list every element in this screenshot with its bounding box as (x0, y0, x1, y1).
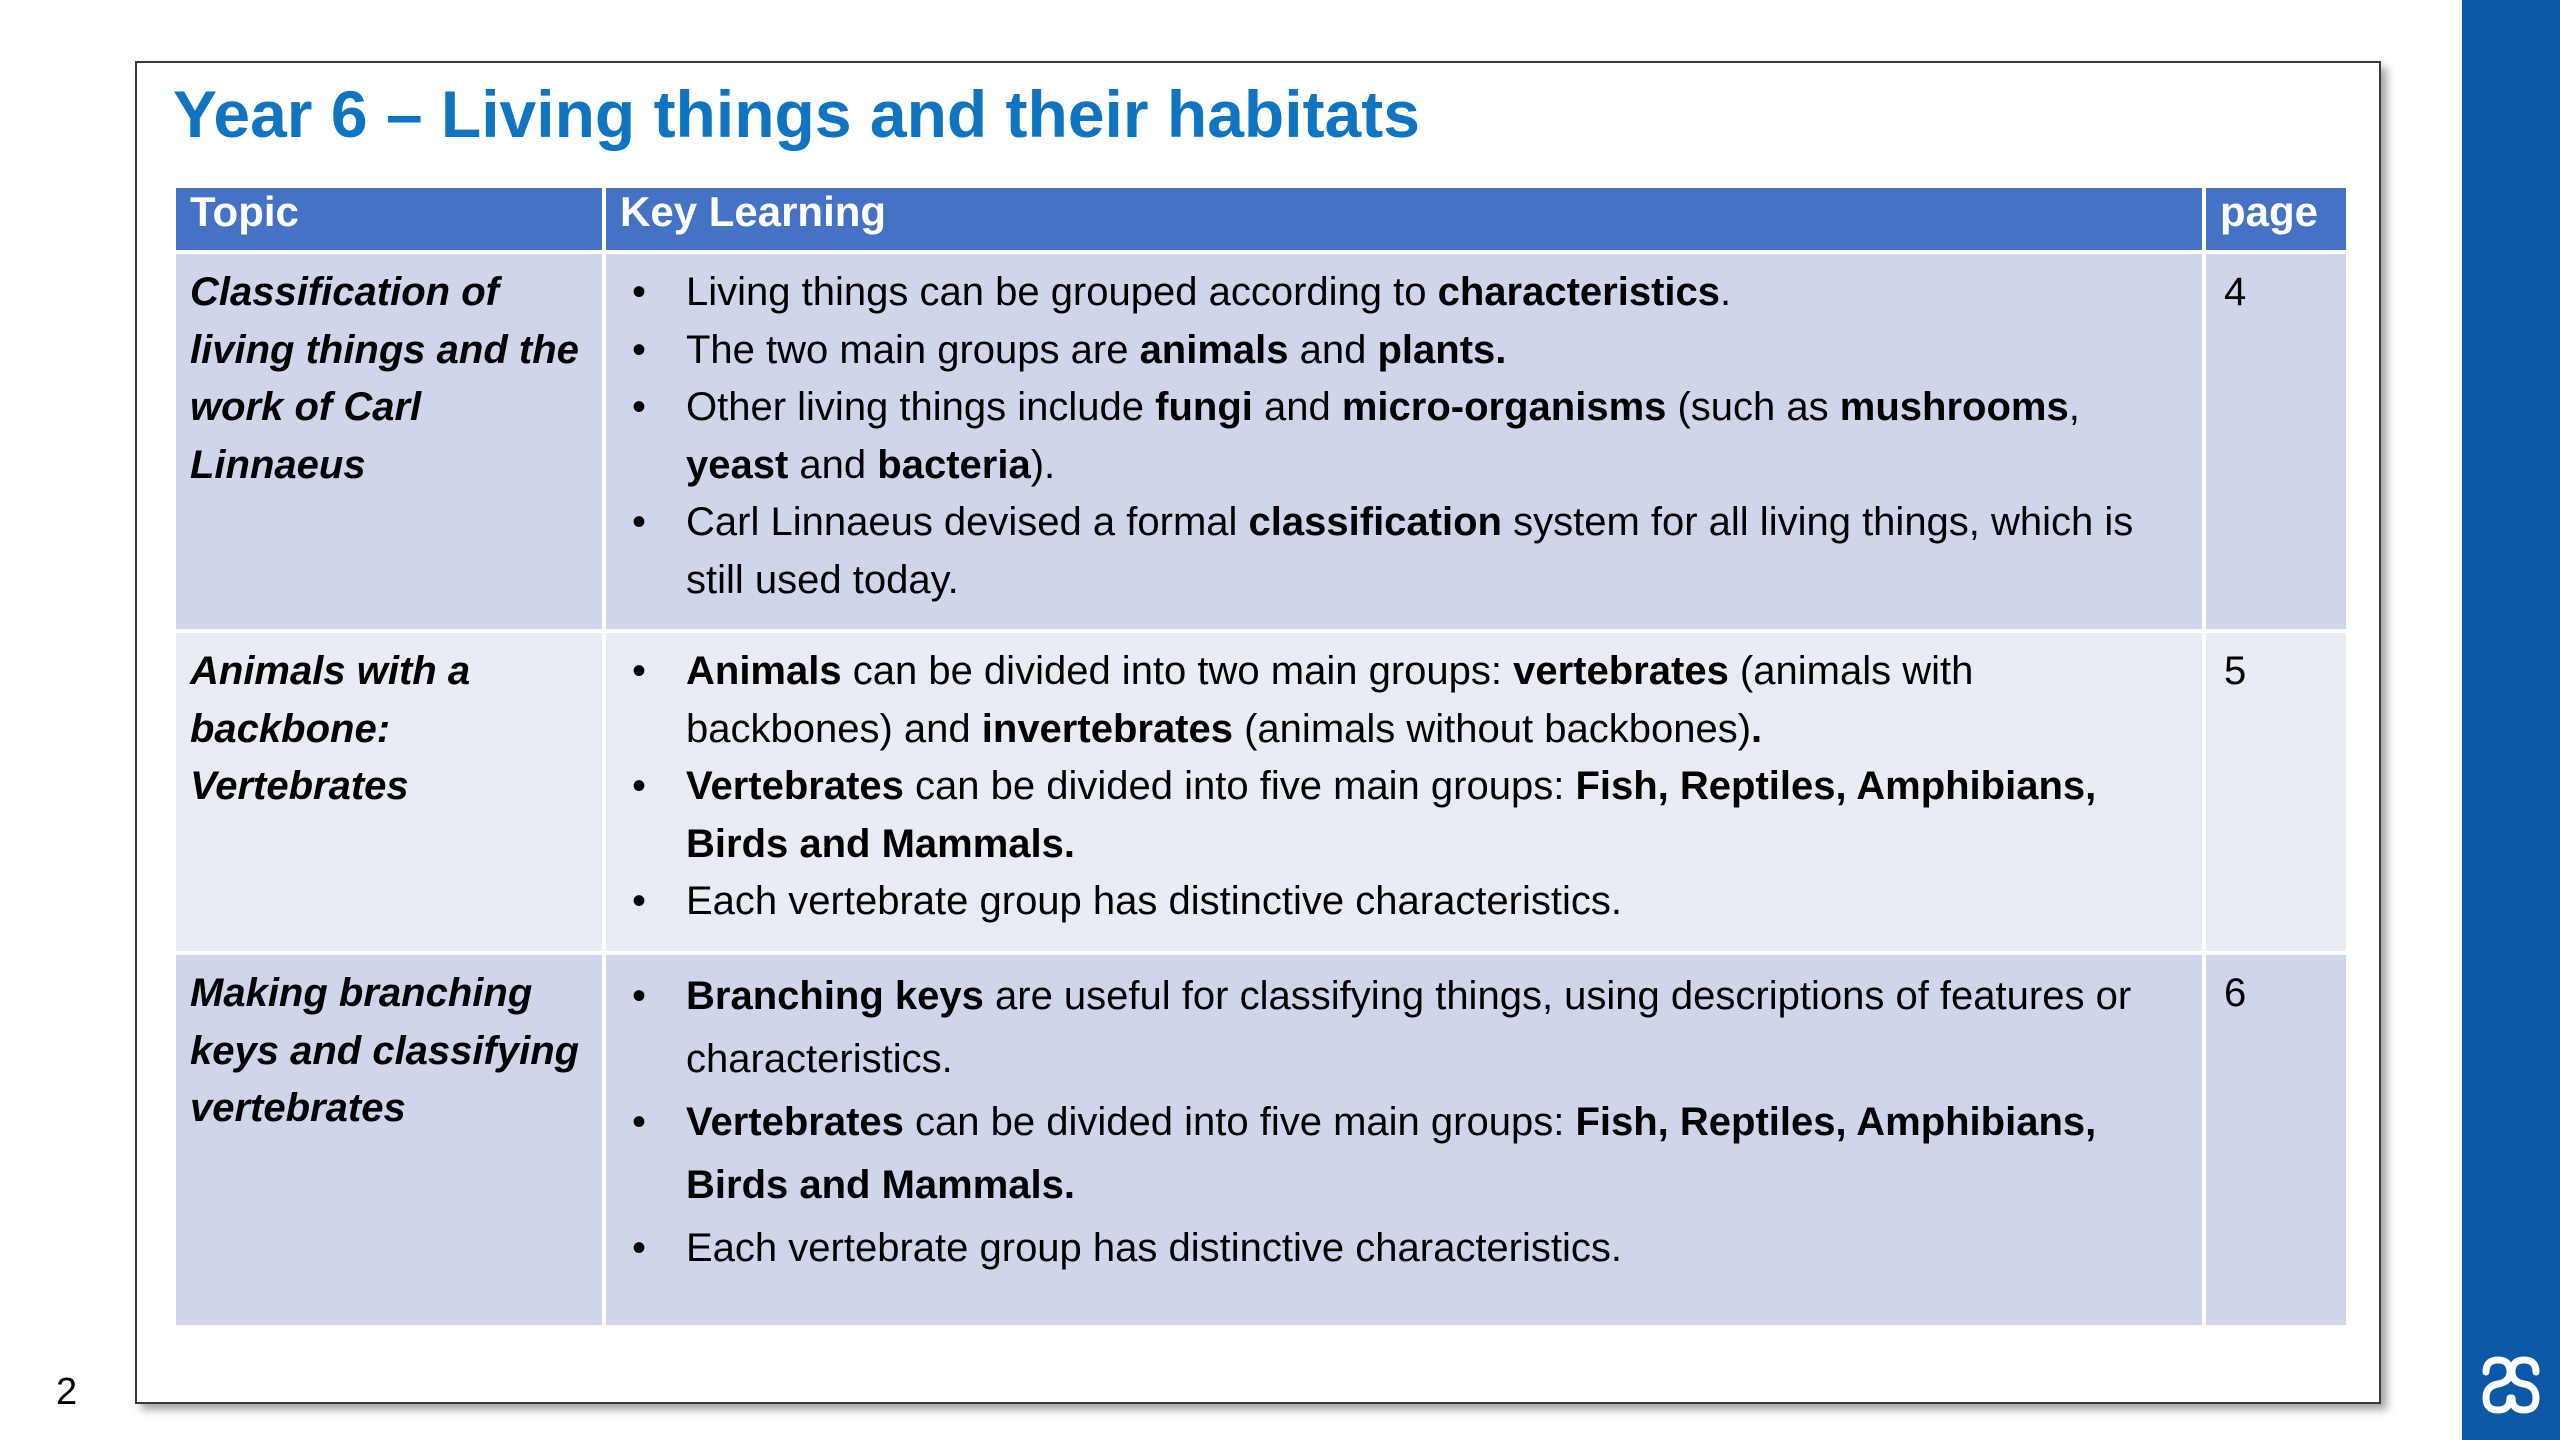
bold-term: yeast (686, 442, 789, 487)
bullet-text: Each vertebrate group has distinctive characteristics. (686, 1226, 1622, 1270)
bold-term: Animals (686, 649, 842, 693)
bullet-text: can be divided into two main groups: (841, 649, 1514, 693)
brand-sidebar (2462, 0, 2560, 1440)
bullet-text: (animals without backbones) (1233, 706, 1752, 751)
page-cell: 6 (2204, 953, 2348, 1327)
bullet-list (620, 264, 2178, 609)
bold-term: animals (1139, 327, 1289, 372)
bullet-text: The two main groups are (686, 327, 1140, 372)
bullet-item (620, 264, 2178, 322)
bold-term: Branching keys (686, 974, 984, 1018)
bullet-text: ). (1030, 442, 1056, 487)
bullet-text: are useful for classifying things, using descriptions of features or characteristics. (686, 974, 2132, 1081)
school-logo-icon (2478, 1352, 2544, 1418)
slide-number: 2 (56, 1371, 78, 1413)
bullet-text: (such as (1666, 385, 1840, 429)
learning-table (172, 184, 2350, 1329)
bullet-item (620, 965, 2178, 1091)
bold-term: micro-organisms (1341, 385, 1667, 429)
page-cell: 4 (2204, 252, 2348, 631)
bullet-list (620, 965, 2178, 1280)
bold-term: mushrooms (1839, 385, 2069, 429)
topic-cell: Making branching keys and classifying vertebrates (174, 953, 604, 1327)
content-card (135, 61, 2381, 1404)
page-cell: 5 (2204, 631, 2348, 953)
bullet-text: can be divided into five main groups: (903, 1100, 1576, 1144)
bullet-text: Each vertebrate group has distinctive characteristics. (686, 879, 1622, 923)
bold-term: Vertebrates (686, 764, 904, 808)
header-page: page (2204, 186, 2348, 252)
table-row (174, 252, 2348, 631)
bullet-list (620, 643, 2178, 931)
header-key-learning: Key Learning (604, 186, 2204, 252)
bullet-item (620, 322, 2178, 380)
bold-term: plants. (1377, 327, 1507, 372)
bullet-text: Carl Linnaeus devised a formal (686, 500, 1249, 544)
key-learning-cell (604, 631, 2204, 953)
topic-cell: Animals with a backbone: Vertebrates (174, 631, 604, 953)
key-learning-cell (604, 953, 2204, 1327)
bullet-item (620, 379, 2178, 494)
topic-cell: Classification of living things and the work of Carl Linnaeus (174, 252, 604, 631)
bold-term: Fish, Reptiles, Amphibians, Birds and Mammals. (686, 764, 2097, 866)
table-row (174, 631, 2348, 953)
bold-term: vertebrates (1513, 649, 1729, 693)
bold-term: classification (1248, 500, 1502, 544)
bold-term: characteristics (1437, 270, 1721, 314)
bold-term: . (1751, 706, 1763, 751)
bullet-text: (animals with backbones) and (686, 649, 1974, 751)
key-learning-cell (604, 252, 2204, 631)
bullet-item (620, 873, 2178, 931)
bullet-item (620, 1091, 2178, 1217)
bullet-text: system for all living things, which is still used today. (686, 500, 2134, 602)
bullet-text: . (1720, 270, 1732, 314)
bold-term: Vertebrates (686, 1100, 904, 1144)
bullet-text: , (2068, 385, 2080, 429)
bullet-text: and (1252, 385, 1342, 429)
bold-term: invertebrates (981, 706, 1233, 751)
bold-term: fungi (1155, 385, 1253, 429)
bullet-item (620, 494, 2178, 609)
bullet-text: Other living things include (686, 385, 1156, 429)
bullet-item (620, 1217, 2178, 1280)
bullet-text: Living things can be grouped according to (686, 270, 1438, 314)
table-header-row (174, 186, 2348, 252)
bold-term: Fish, Reptiles, Amphibians, Birds and Mammals. (686, 1100, 2097, 1207)
bullet-item (620, 643, 2178, 758)
bullet-text: can be divided into five main groups: (903, 764, 1576, 808)
table-row (174, 953, 2348, 1327)
bullet-text: and (788, 442, 878, 487)
bullet-item (620, 758, 2178, 873)
page-title: Year 6 – Living things and their habitats (173, 77, 1420, 151)
header-topic: Topic (174, 186, 604, 252)
bold-term: bacteria (877, 442, 1031, 487)
bullet-text: and (1288, 327, 1378, 372)
